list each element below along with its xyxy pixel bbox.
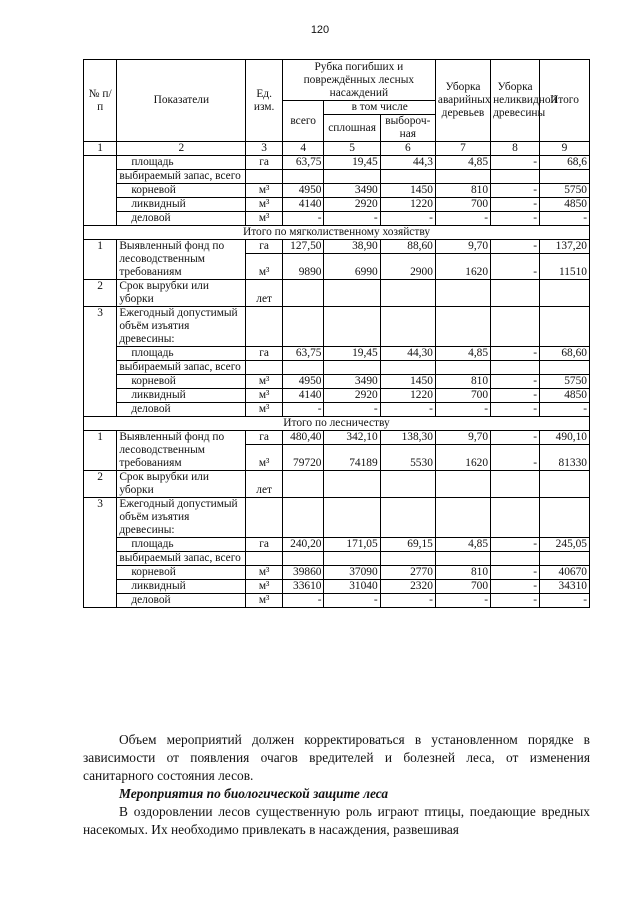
row-label: корневой (117, 375, 246, 389)
cell-value: - (491, 347, 540, 361)
header-num: № п/п (84, 60, 117, 142)
colnum: 8 (491, 142, 540, 156)
table-row (84, 307, 590, 347)
table-row (84, 240, 590, 254)
body-text (83, 731, 590, 839)
header-incl: в том числе (324, 101, 435, 115)
cell-value: 63,75 (282, 347, 324, 361)
header-selective: выбороч-ная (380, 115, 435, 142)
table-row (84, 361, 590, 375)
cell-value: 44,3 (380, 156, 435, 170)
cell-value: 4140 (282, 389, 324, 403)
cell-value: 1620 (435, 445, 490, 471)
row-unit: м³ (246, 580, 282, 594)
cell-value: - (491, 566, 540, 580)
cell-value: 81330 (539, 445, 589, 471)
colnum: 7 (435, 142, 490, 156)
cell-value: 9,70 (435, 240, 490, 254)
cell-value: 31040 (324, 580, 380, 594)
table-row (84, 389, 590, 403)
cell-value: - (282, 403, 324, 417)
table-body (84, 142, 590, 608)
forest-measures-table (83, 59, 590, 608)
cell-value: 19,45 (324, 347, 380, 361)
row-unit: га (246, 347, 282, 361)
section-title-row (84, 226, 590, 240)
table-row (84, 403, 590, 417)
cell-value: 4850 (539, 389, 589, 403)
cell-value: 810 (435, 566, 490, 580)
row-label: Выявленный фонд по лесоводственным требованиям (117, 431, 246, 471)
cell-value: - (491, 198, 540, 212)
cell-value (491, 552, 540, 566)
cell-value: 810 (435, 184, 490, 198)
cell-value: 245,05 (539, 538, 589, 552)
row-num: 3 (84, 498, 117, 608)
cell-value: - (435, 594, 490, 608)
cell-value: 490,10 (539, 431, 589, 445)
table-row (84, 280, 590, 307)
cell-value: 480,40 (282, 431, 324, 445)
row-unit: м³ (246, 445, 282, 471)
cell-value: 1450 (380, 375, 435, 389)
cell-value: - (435, 403, 490, 417)
colnum: 6 (380, 142, 435, 156)
cell-value: 19,45 (324, 156, 380, 170)
cell-value: 74189 (324, 445, 380, 471)
header-emergency: Уборка аварийных деревьев (435, 60, 490, 142)
cell-value: - (324, 212, 380, 226)
cell-value: 1220 (380, 389, 435, 403)
header-felling-group: Рубка погибших и повреждённых лесных насаждений (282, 60, 435, 101)
header-clear: сплошная (324, 115, 380, 142)
row-label: деловой (117, 403, 246, 417)
row-label: корневой (117, 566, 246, 580)
table-row (84, 212, 590, 226)
row-label: Ежегодный допустимый объём изъятия древесины: (117, 498, 246, 538)
cell-value: 2920 (324, 389, 380, 403)
cell-value: 171,05 (324, 538, 380, 552)
cell-value: 4950 (282, 184, 324, 198)
cell-value: 11510 (539, 254, 589, 280)
cell-value: - (491, 240, 540, 254)
cell-value: - (491, 212, 540, 226)
cell-value: 4,85 (435, 538, 490, 552)
row-unit: м³ (246, 594, 282, 608)
cell-value: 33610 (282, 580, 324, 594)
colnum: 5 (324, 142, 380, 156)
row-label: площадь (117, 156, 246, 170)
row-label: Срок вырубки или уборки (117, 471, 246, 498)
cell-value: - (491, 375, 540, 389)
cell-value: - (324, 594, 380, 608)
row-label: деловой (117, 212, 246, 226)
table-row (84, 198, 590, 212)
row-unit: га (246, 431, 282, 445)
cell-value: 4,85 (435, 347, 490, 361)
section-heading: Мероприятия по биологической защите леса (119, 786, 389, 801)
cell-value (282, 552, 324, 566)
header-total-all: всего (282, 101, 324, 142)
cell-value (282, 361, 324, 375)
cell-value: - (380, 403, 435, 417)
table-row (84, 471, 590, 498)
row-label: ликвидный (117, 198, 246, 212)
cell-value (491, 170, 540, 184)
row-unit (246, 552, 282, 566)
cell-value: 88,60 (380, 240, 435, 254)
row-unit: га (246, 538, 282, 552)
cell-value: 5750 (539, 375, 589, 389)
cell-value: 39860 (282, 566, 324, 580)
cell-value: - (539, 403, 589, 417)
table-row (84, 552, 590, 566)
table-row (84, 566, 590, 580)
row-num: 1 (84, 240, 117, 280)
cell-value: - (491, 445, 540, 471)
row-unit: м³ (246, 375, 282, 389)
row-unit: га (246, 156, 282, 170)
table-row (84, 375, 590, 389)
cell-value: 1620 (435, 254, 490, 280)
cell-value: - (380, 594, 435, 608)
row-num: 1 (84, 431, 117, 471)
row-unit: м³ (246, 212, 282, 226)
cell-value: 700 (435, 389, 490, 403)
cell-value: 127,50 (282, 240, 324, 254)
cell-value: 1220 (380, 198, 435, 212)
row-label: ликвидный (117, 580, 246, 594)
cell-value: 9,70 (435, 431, 490, 445)
cell-value: 2320 (380, 580, 435, 594)
cell-value: 79720 (282, 445, 324, 471)
table-row (84, 538, 590, 552)
row-label: выбираемый запас, всего (117, 552, 246, 566)
row-label: выбираемый запас, всего (117, 361, 246, 375)
row-label: площадь (117, 347, 246, 361)
cell-value (380, 361, 435, 375)
cell-value: 4950 (282, 375, 324, 389)
row-num (84, 156, 117, 226)
cell-value: 4850 (539, 198, 589, 212)
cell-value: - (324, 403, 380, 417)
colnum: 4 (282, 142, 324, 156)
cell-value: 4,85 (435, 156, 490, 170)
cell-value: - (491, 594, 540, 608)
cell-value (282, 170, 324, 184)
cell-value: 810 (435, 375, 490, 389)
table-row (84, 347, 590, 361)
table-row (84, 156, 590, 170)
cell-value: - (491, 389, 540, 403)
cell-value (324, 170, 380, 184)
cell-value: - (380, 212, 435, 226)
table-row (84, 431, 590, 445)
row-unit: м³ (246, 184, 282, 198)
table-header (84, 60, 590, 142)
cell-value: 37090 (324, 566, 380, 580)
row-unit (246, 170, 282, 184)
colnum: 9 (539, 142, 589, 156)
row-label: Срок вырубки или уборки (117, 280, 246, 307)
paragraph-volume: Объем мероприятий должен корректироваться в установленном порядке в зависимости от появления очагов вредителей и болезней леса, от изменения санитарного состояния лесов. (83, 732, 590, 783)
cell-value: 1450 (380, 184, 435, 198)
row-unit: лет (246, 471, 282, 498)
row-label: ликвидный (117, 389, 246, 403)
colnum: 2 (117, 142, 246, 156)
table-row (84, 498, 590, 538)
row-unit: м³ (246, 403, 282, 417)
table-row (84, 580, 590, 594)
paragraph-birds: В оздоровлении лесов существенную роль играют птицы, поедающие вредных насекомых. Их необходимо привлекать в насаждения, развешивая (83, 804, 590, 837)
table-row (84, 184, 590, 198)
cell-value: 2900 (380, 254, 435, 280)
cell-value: - (539, 594, 589, 608)
cell-value: - (539, 212, 589, 226)
cell-value: - (491, 538, 540, 552)
cell-value: 6990 (324, 254, 380, 280)
header-illiquid: Уборка неликвидной древесины (491, 60, 540, 142)
cell-value: - (491, 156, 540, 170)
row-num: 2 (84, 471, 117, 498)
cell-value: - (491, 403, 540, 417)
cell-value: - (491, 580, 540, 594)
cell-value (380, 552, 435, 566)
row-label: деловой (117, 594, 246, 608)
cell-value: 2770 (380, 566, 435, 580)
row-unit: га (246, 240, 282, 254)
cell-value: 44,30 (380, 347, 435, 361)
cell-value (324, 361, 380, 375)
row-unit: м³ (246, 198, 282, 212)
cell-value (435, 552, 490, 566)
row-unit (246, 361, 282, 375)
cell-value: 68,60 (539, 347, 589, 361)
colnum: 3 (246, 142, 282, 156)
row-unit: м³ (246, 254, 282, 280)
cell-value: 40670 (539, 566, 589, 580)
header-unit: Ед. изм. (246, 60, 282, 142)
cell-value: 137,20 (539, 240, 589, 254)
section-title: Итого по мягколиственному хозяйству (84, 226, 590, 240)
cell-value: 68,6 (539, 156, 589, 170)
cell-value: 34310 (539, 580, 589, 594)
cell-value: 342,10 (324, 431, 380, 445)
cell-value (324, 552, 380, 566)
row-label: площадь (117, 538, 246, 552)
cell-value: - (491, 254, 540, 280)
row-unit: м³ (246, 389, 282, 403)
cell-value: 5530 (380, 445, 435, 471)
cell-value (380, 170, 435, 184)
row-label: корневой (117, 184, 246, 198)
row-unit: м³ (246, 566, 282, 580)
row-label: Выявленный фонд по лесоводственным требованиям (117, 240, 246, 280)
cell-value: 69,15 (380, 538, 435, 552)
cell-value: 240,20 (282, 538, 324, 552)
cell-value: 700 (435, 198, 490, 212)
row-label: выбираемый запас, всего (117, 170, 246, 184)
cell-value: 9890 (282, 254, 324, 280)
cell-value: - (282, 594, 324, 608)
cell-value (435, 170, 490, 184)
cell-value: 3490 (324, 375, 380, 389)
cell-value: 700 (435, 580, 490, 594)
cell-value: 2920 (324, 198, 380, 212)
cell-value (539, 361, 589, 375)
row-num: 2 (84, 280, 117, 307)
row-label: Ежегодный допустимый объём изъятия древесины: (117, 307, 246, 347)
cell-value: 63,75 (282, 156, 324, 170)
page-number: 120 (310, 24, 330, 36)
cell-value (539, 552, 589, 566)
cell-value: - (491, 431, 540, 445)
cell-value (435, 361, 490, 375)
cell-value: - (282, 212, 324, 226)
header-indicators: Показатели (117, 60, 246, 142)
cell-value (491, 361, 540, 375)
cell-value: 3490 (324, 184, 380, 198)
table-row (84, 594, 590, 608)
cell-value: 138,30 (380, 431, 435, 445)
section-title: Итого по лесничеству (84, 417, 590, 431)
cell-value (539, 170, 589, 184)
table-row (84, 170, 590, 184)
row-num: 3 (84, 307, 117, 417)
section-title-row (84, 417, 590, 431)
cell-value: 5750 (539, 184, 589, 198)
header-itogo: Итого (539, 60, 589, 142)
row-unit: лет (246, 280, 282, 307)
colnum: 1 (84, 142, 117, 156)
cell-value: - (435, 212, 490, 226)
column-numbers-row (84, 142, 590, 156)
cell-value: - (491, 184, 540, 198)
cell-value: 38,90 (324, 240, 380, 254)
cell-value: 4140 (282, 198, 324, 212)
